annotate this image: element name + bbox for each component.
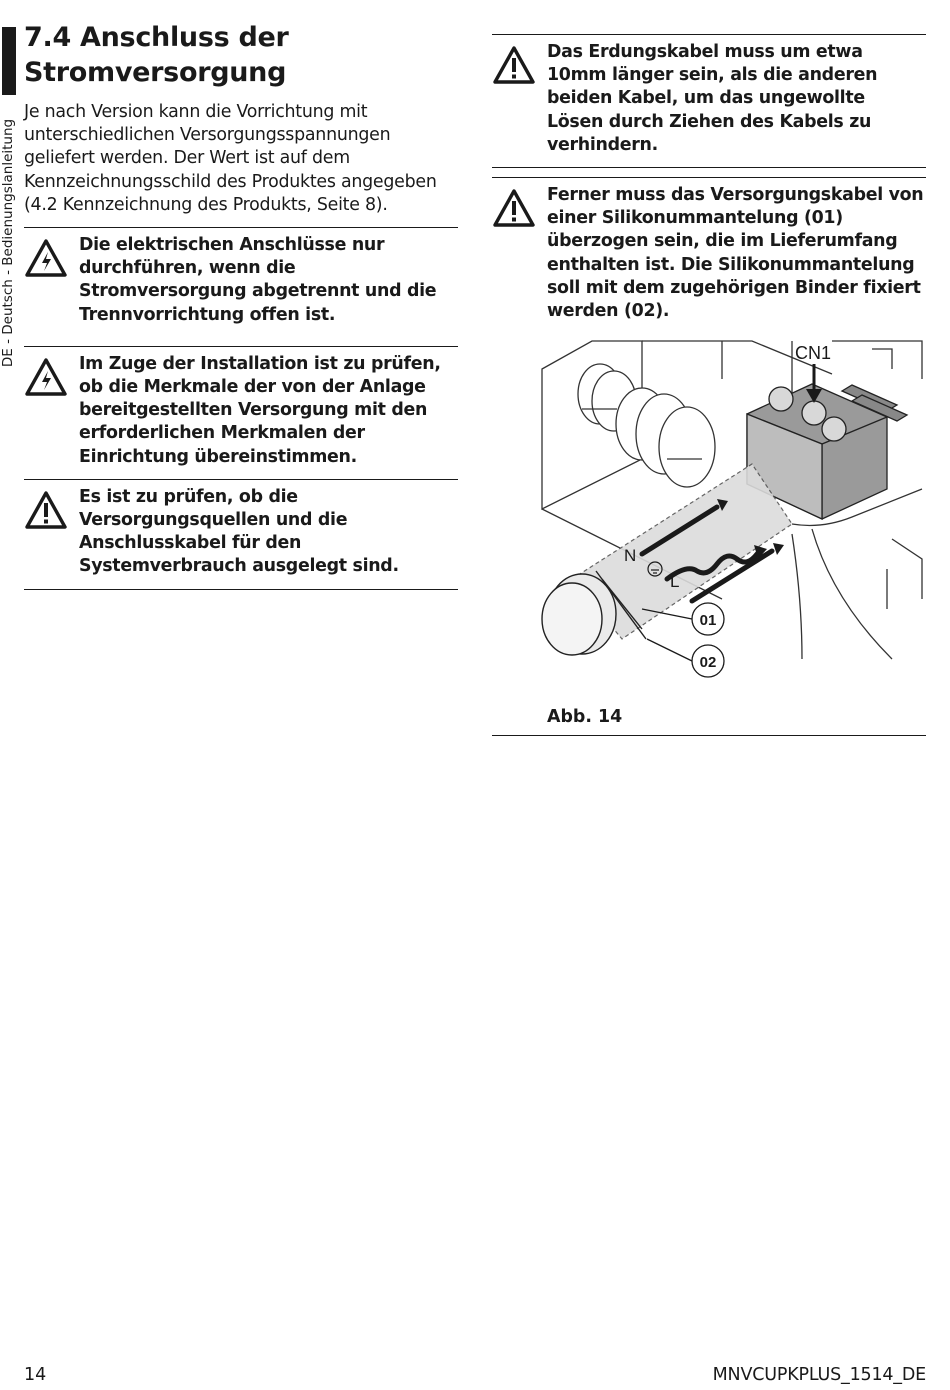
section-title-line2: Stromversorgung — [24, 57, 287, 88]
sidebar-text: DE - Deutsch - Bedienungslanleitung — [0, 118, 16, 368]
figure-14 — [492, 339, 926, 687]
left-column — [24, 20, 458, 590]
callout-01: 01 — [699, 612, 717, 630]
wire-label-n: N — [624, 546, 637, 566]
section-marker-bar — [2, 27, 16, 95]
wire-label-l: L — [670, 572, 680, 592]
callout-02: 02 — [699, 654, 717, 672]
warning-ground-cable — [492, 34, 926, 168]
general-warning-icon — [24, 490, 68, 534]
figure-caption: Abb. 14 — [492, 691, 926, 736]
warning-general-supply — [24, 479, 458, 590]
section-title — [24, 20, 458, 90]
warning-text: Es ist zu prüfen, ob die Versorgungsquellen und die Anschlusskabel für den Systemverbrauch ausgelegt sind. — [79, 486, 399, 577]
warning-text: Im Zuge der Installation ist zu prüfen, ob die Merkmale der von der Anlage bereitgestellten Versorgung mit den erforderlichen Merkmalen der Einrichtung übereinstimmen. — [79, 353, 441, 467]
warning-text: Die elektrischen Anschlüsse nur durchführen, wenn die Stromversorgung abgetrennt und die Trennvorrichtung offen ist. — [79, 235, 437, 325]
section-title-line1: 7.4 Anschluss der — [24, 22, 289, 53]
electric-hazard-icon — [24, 238, 68, 282]
warning-electric-disconnect — [24, 227, 458, 337]
intro-paragraph: Je nach Version kann die Vorrichtung mit unterschiedlichen Versorgungsspannungen geliefert werden. Der Wert ist auf dem Kennzeichnungsschild des Produktes angegeben (4.2 Kennzeichnung des Produkts, Seite 8). — [24, 102, 437, 215]
warning-text: Das Erdungskabel muss um etwa 10mm länger sein, als die anderen beiden Kabel, um das ungewollte Lösen durch Ziehen des Kabels zu verhindern. — [547, 42, 878, 155]
warning-text: Ferner muss das Versorgungskabel von einer Silikonummantelung (01) überzogen sein, die im Lieferumfang enthalten ist. Die Silikonummantelung soll mit dem zugehörigen Binder fixiert werden (02). — [547, 185, 924, 322]
document-code: MNVCUPKPLUS_1514_DE — [712, 1365, 926, 1385]
general-warning-icon — [492, 45, 536, 89]
general-warning-icon — [492, 188, 536, 232]
connector-label: CN1 — [795, 343, 832, 364]
page-number: 14 — [24, 1365, 47, 1385]
sidebar-label — [0, 112, 16, 374]
warning-silicone-sleeve — [492, 177, 926, 333]
connector-illustration — [492, 339, 926, 687]
electric-hazard-icon — [24, 357, 68, 401]
right-column — [492, 34, 926, 736]
warning-electric-check — [24, 346, 458, 479]
